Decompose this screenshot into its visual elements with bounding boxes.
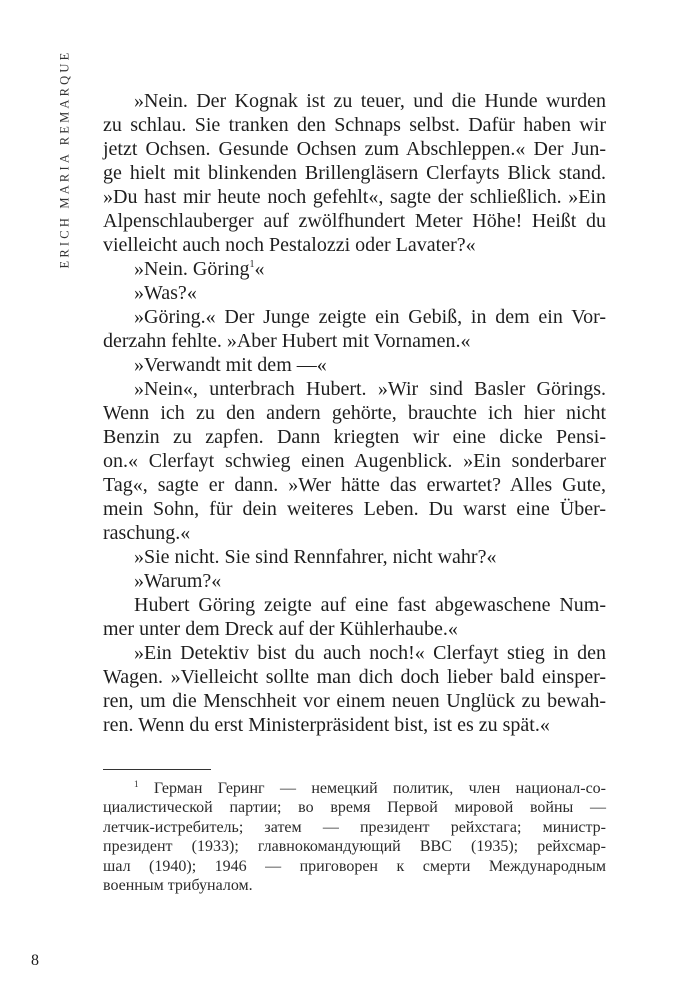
footnote-line: циалистической партии; во время Первой мировой войны —: [103, 799, 606, 817]
text-line: »Nein«, unterbrach Hubert. »Wir sind Basler Görings.: [134, 378, 606, 400]
text-line: raschung.«: [103, 522, 191, 544]
page-number: 8: [31, 952, 39, 969]
text-line: mein Sohn, für dein weiteres Leben. Du warst eine Über-: [103, 498, 606, 520]
text-line: »Göring.« Der Junge zeigte ein Gebiß, in dem ein Vor-: [134, 306, 606, 328]
footnote-line: шал (1940); 1946 — приговорен к смерти Международным: [103, 857, 606, 875]
text-line: Alpenschlauberger auf zwölfhundert Meter Höhe! Heißt du: [103, 210, 606, 232]
text-line: »Du hast mir heute noch gefehlt«, sagte der schließlich. »Ein: [103, 186, 606, 208]
text-fragment: «: [254, 258, 265, 280]
text-line: ren. Wenn du erst Ministerpräsident bist, ist es zu spät.«: [103, 714, 550, 736]
text-line: »Ein Detektiv bist du auch noch!« Clerfayt stieg in den: [134, 642, 606, 664]
text-fragment: »Nein. Göring: [134, 258, 250, 280]
footnote-line: военным трибуналом.: [103, 876, 253, 894]
text-line: Wagen. »Vielleicht sollte man dich doch lieber bald einsper-: [103, 666, 606, 688]
text-line: zu schlau. Sie tranken den Schnaps selbst. Dafür haben wir: [103, 114, 606, 136]
text-line: ren, um die Menschheit vor einem neuen Unglück zu bewah-: [103, 690, 606, 712]
text-line: Hubert Göring zeigte auf eine fast abgewaschene Num-: [134, 594, 606, 616]
text-line: »Warum?«: [134, 570, 222, 592]
text-line: [103, 257, 606, 281]
text-fragment: Герман Геринг — немецкий политик, член национал-со-: [153, 780, 607, 797]
text-line: ge hielt mit blinkenden Brillengläsern Clerfayts Blick stand.: [103, 162, 606, 184]
footnote-reference[interactable]: 1: [249, 259, 255, 270]
text-line: »Verwandt mit dem —«: [134, 354, 327, 376]
text-line: mer unter dem Dreck auf der Kühlerhaube.«: [103, 618, 458, 640]
text-line: Benzin zu zapfen. Dann kriegten wir eine dicke Pensi-: [103, 426, 606, 448]
text-line: vielleicht auch noch Pestalozzi oder Lavater?«: [103, 234, 476, 256]
footnote-line: летчик-истребитель; затем — президент рейхстага; министр-: [103, 818, 606, 836]
footnote-line: президент (1933); главнокомандующий ВВС (1935); рейхсмар-: [103, 838, 606, 856]
text-line: »Was?«: [134, 282, 197, 304]
body-text: [103, 89, 606, 737]
running-head-author: ERICH MARIA REMARQUE: [57, 49, 72, 269]
footnote-line: [103, 779, 606, 798]
text-line: »Nein. Der Kognak ist zu teuer, und die Hunde wurden: [134, 90, 606, 112]
text-line: jetzt Ochsen. Gesunde Ochsen zum Abschleppen.« Der Jun-: [103, 138, 606, 160]
text-line: »Sie nicht. Sie sind Rennfahrer, nicht wahr?«: [134, 546, 497, 568]
text-line: Tag«, sagte er dann. »Wer hätte das erwartet? Alles Gute,: [103, 474, 606, 496]
text-line: derzahn fehlte. »Aber Hubert mit Vornamen.«: [103, 330, 471, 352]
text-line: on.« Clerfayt schwieg einen Augenblick. »Ein sonderbarer: [103, 450, 606, 472]
footnote: [103, 779, 606, 895]
footnote-marker: 1: [134, 779, 139, 789]
text-line: Wenn ich zu den andern gehörte, brauchte ich hier nicht: [103, 402, 606, 424]
footnote-divider: [103, 769, 211, 770]
